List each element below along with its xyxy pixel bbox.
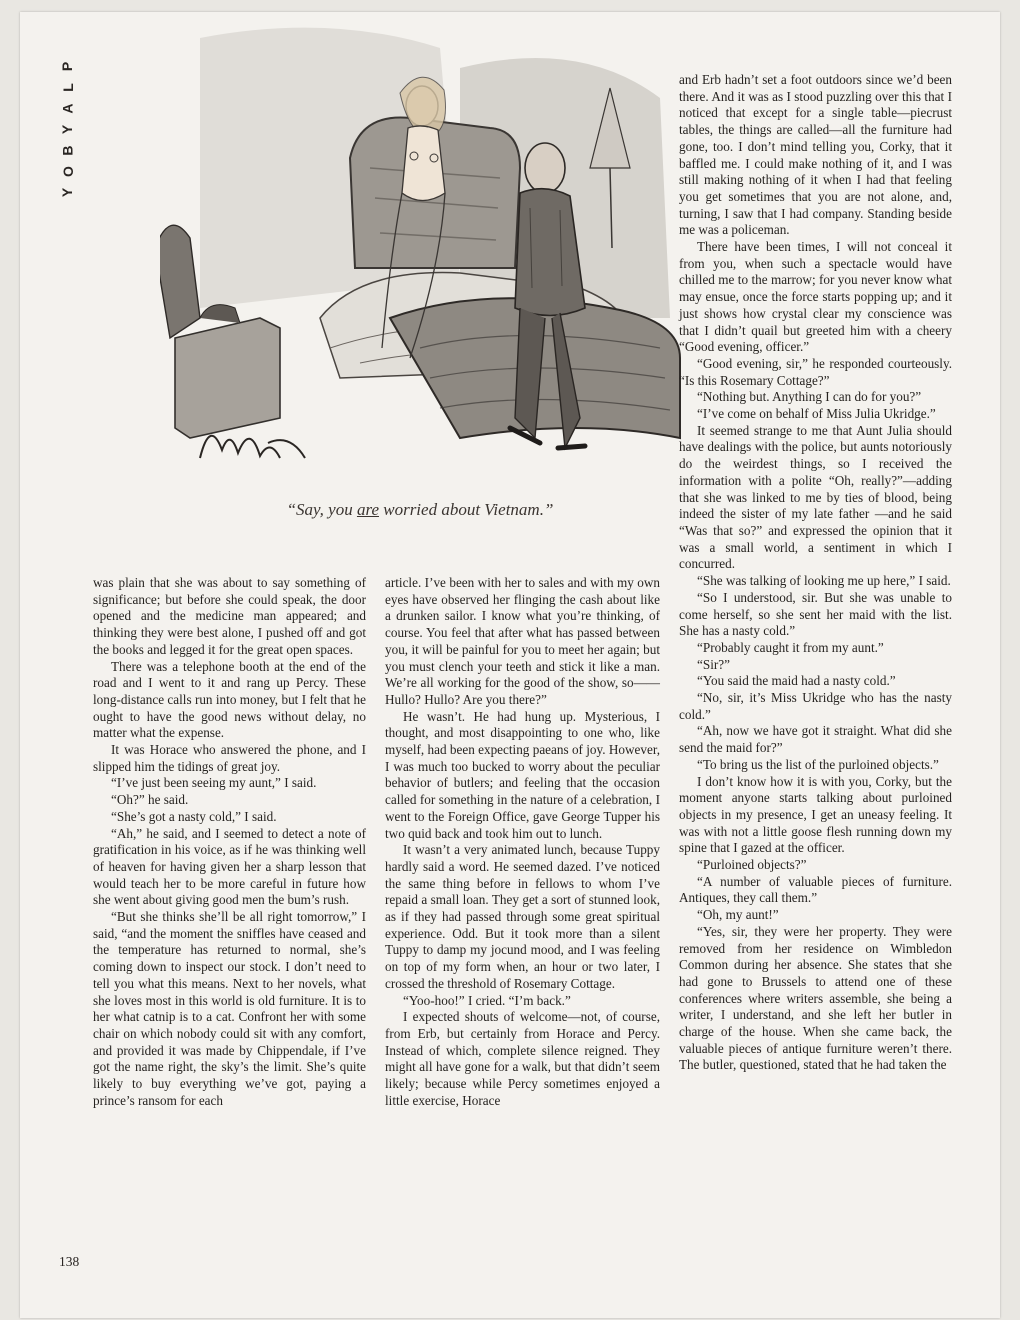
caption-text: worried about Vietnam.”	[378, 500, 554, 519]
body-paragraph: “Yoo-hoo!” I cried. “I’m back.”	[403, 992, 571, 1008]
body-paragraph: It seemed strange to me that Aunt Julia should have dealings with the police, but aunts notoriously do the weirdest things, so I received the information with a polite “Oh, really?”—adding that she was linked to me by ties of blood, being indeed the sister of my late father —and he said “Was that so?” and expressed the opinion that it was a small world, a sentiment in which I concurred.	[679, 422, 952, 572]
body-paragraph: “I’ve come on behalf of Miss Julia Ukridge.”	[697, 406, 936, 422]
magazine-page	[20, 12, 1000, 1318]
text-column-2	[385, 575, 660, 1110]
body-paragraph: “Purloined objects?”	[697, 857, 807, 873]
masthead-letter: L	[59, 83, 76, 92]
masthead-playboy	[56, 56, 80, 226]
body-paragraph: There was a telephone booth at the end of the road and I went to it and rang up Percy. These long-distance calls run into money, but I felt that he ought to have the good news without delay, no matter what the expense.	[93, 658, 366, 741]
masthead-letter: Y	[59, 187, 76, 198]
body-paragraph: “You said the maid had a nasty cold.”	[697, 673, 896, 689]
body-paragraph: It wasn’t a very animated lunch, because Tuppy hardly said a word. He seemed dazed. I’ve noticed the same thing before in fellows to whom I’ve repaid a small loan. They get a sort of stunned look, as if they had passed through some great spiritual experience. Odd. But it took more than a silent Tuppy to damp my jocund mood, and I was feeling on top of my form when, an hour or two later, I crossed the threshold of Rosemary Cottage.	[385, 842, 660, 991]
body-paragraph: It was Horace who answered the phone, and I slipped him the tidings of great joy.	[93, 742, 366, 774]
body-paragraph: “A number of valuable pieces of furniture. Antiques, they call them.”	[679, 873, 952, 906]
body-paragraph: “No, sir, it’s Miss Ukridge who has the nasty cold.”	[679, 690, 952, 722]
masthead-letter: Y	[59, 124, 76, 135]
body-paragraph: was plain that she was about to say something of significance; but before she could speak, the door opened and the medicine man appeared; and thinking they were best alone, I pushed off and got the books and legged it for the great open spaces.	[93, 575, 366, 657]
body-paragraph: “Ah,” he said, and I seemed to detect a note of gratification in his voice, as if he was thinking well of heaven for having given her a sharp lesson that would teach her to be more careful in future how she went about giving good men the bum’s rush.	[93, 825, 366, 908]
body-paragraph: “Probably caught it from my aunt.”	[697, 639, 884, 655]
body-paragraph: “I’ve just been seeing my aunt,” I said.	[111, 775, 317, 791]
body-paragraph: He wasn’t. He had hung up. Mysterious, I thought, and most disappointing to one who, like myself, had been expecting paeans of joy. However, I was much too bucked to worry about the peculiar behavior of butlers; and feeling that the occasion called for something in the nature of a celebration, I went to the Foreign Office, gave George Tupper his two quid back and took him out to lunch.	[385, 708, 660, 841]
page-number: 138	[59, 1254, 80, 1269]
masthead-letter: P	[59, 61, 76, 72]
body-paragraph: “Oh?” he said.	[111, 792, 189, 808]
body-paragraph: and Erb hadn’t set a foot outdoors since we’d been there. And it was as I stood puzzling over this that I noticed that except for a single table—piecrust tables, the things are called—all the furniture had gone, too. I don’t mind telling you, Corky, that it baffled me. I could make nothing of it, and I was still making nothing of it when I had that feeling you get sometimes that you are not alone, and, turning, I saw that I had company. Standing beside me was a policeman.	[679, 72, 952, 238]
body-paragraph: “So I understood, sir. But she was unable to come herself, so she sent her maid with the list. She has a nasty cold.”	[679, 589, 952, 639]
text-column-3	[679, 72, 952, 1074]
body-paragraph: “Ah, now we have got it straight. What did she send the maid for?”	[679, 723, 952, 756]
body-paragraph: “She was talking of looking me up here,” I said.	[697, 573, 951, 589]
masthead-letter: B	[59, 145, 76, 156]
masthead-letter: O	[59, 166, 76, 177]
body-paragraph: I don’t know how it is with you, Corky, but the moment anyone starts talking about purloined objects in my presence, I get an uneasy feeling. It was with not a little goose flesh running down my spine that I gazed at the officer.	[679, 773, 952, 856]
caption-text: “Say, you	[286, 500, 357, 519]
text-column-1	[93, 575, 366, 1110]
body-paragraph: I expected shouts of welcome—not, of course, from Erb, but certainly from Horace and Percy. Instead of which, complete silence reigned. They might all have gone for a walk, but that didn’t seem likely; because while Percy sometimes enjoyed a little exercise, Horace	[385, 1009, 660, 1108]
body-paragraph: “Sir?”	[697, 656, 730, 672]
body-paragraph: “Yes, sir, they were her property. They were removed from her residence on Wimbledon Common during her absence. She states that she had gone to Brussels to attend one of these conferences where writers assemble, she being a writer, I understand, and she left her butler in charge of the house. When she came back, the valuable pieces of antique furniture weren’t there. The butler, questioned, stated that he had taken the	[679, 923, 952, 1073]
body-paragraph: “To bring us the list of the purloined objects.”	[697, 756, 939, 772]
cartoon-illustration	[160, 18, 705, 473]
body-paragraph: There have been times, I will not conceal it from you, when such a spectacle would have chilled me to the marrow; for you never know what may ensue, once the force starts popping up; and it just shows how crystal clear my conscience was that I didn’t quail but greeted him with a cheery “Good evening, officer.”	[679, 239, 952, 355]
body-paragraph: “Nothing but. Anything I can do for you?”	[697, 389, 922, 405]
body-paragraph: “Good evening, sir,” he responded courteously. “Is this Rosemary Cottage?”	[679, 355, 952, 388]
cartoon-caption	[180, 500, 660, 520]
body-paragraph: article. I’ve been with her to sales and with my own eyes have observed her flinging the cash about like a drunken sailor. I know what you’re thinking, of course. You feel that after what has passed between you, it will be painful for you to meet her again; but you must clench your teeth and stick it like a man. We’re all working for the good of the show, so—— Hullo? Hullo? Are you there?”	[385, 575, 660, 707]
body-paragraph: “Oh, my aunt!”	[697, 907, 779, 923]
caption-emphasis: are	[356, 500, 379, 519]
masthead-letter: A	[59, 103, 76, 114]
body-paragraph: “But she thinks she’ll be all right tomorrow,” I said, “and the moment the sniffles have ceased and the temperature has returned to normal, she’s coming down to inspect our stock. I don’t need to tell you what this means. Next to her novels, what she loves most in this world is old furniture. It is to her what catnip is to a cat. Confront her with some chair on which nobody could sit with any comfort, and provided it was made by Chippendale, if I’ve got the name right, the sky’s the limit. She’s quite likely to buy everything we’ve got, paying a prince’s ransom for each	[93, 909, 366, 1108]
body-paragraph: “She’s got a nasty cold,” I said.	[111, 808, 277, 824]
